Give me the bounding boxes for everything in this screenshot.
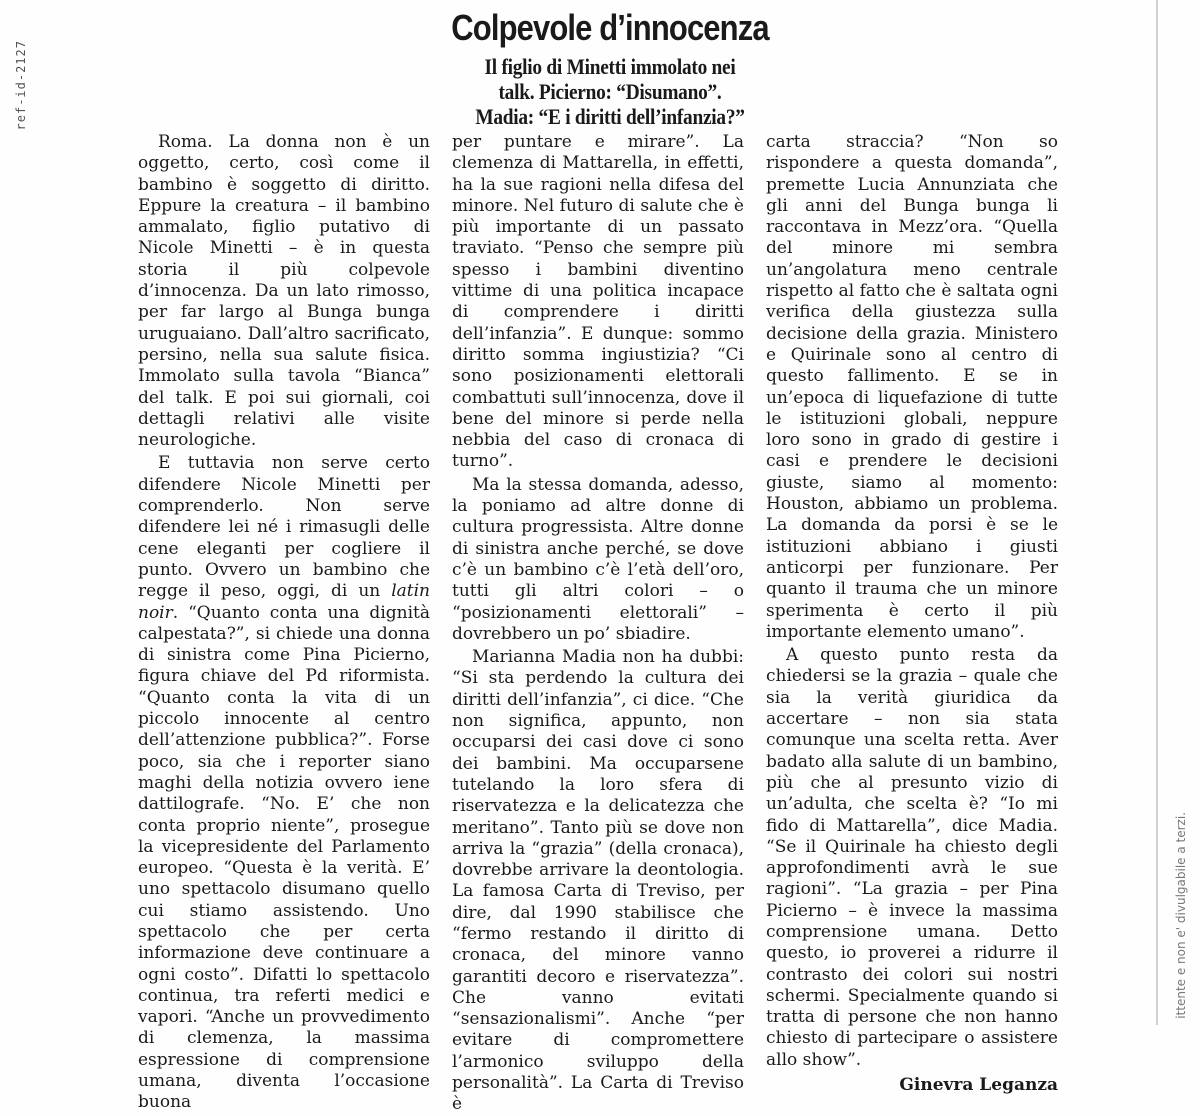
column-1 — [138, 132, 430, 1116]
subtitle-line: Madia: “E i diritti dell’infanzia?” — [475, 104, 745, 129]
paragraph: Roma. La donna non è un oggetto, certo, così come il bambino è soggetto di diritto. Eppure la creatura – il bambino ammalato, figlio putativo di Nicole Minetti – è in questa storia il più colpevole d’innocenza. Da un lato rimosso, per far largo al Bunga bunga uruguaiano. Dall’altro sacrificato, persino, nella sua salute fisica. Immolato sulla tavola “Bianca” del talk. E poi sui giornali, coi dettagli relativi alle visite neurologiche. — [138, 132, 430, 451]
column-2 — [452, 132, 744, 1116]
paragraph: E tuttavia non serve certo difendere Nicole Minetti per comprenderlo. Non serve difendere lei né i rimasugli delle cene eleganti per cogliere il punto. Ovvero un bambino che regge il peso, oggi, di un latin noir. “Quanto conta una dignità calpestata?”, si chiede una donna di sinistra come Pina Picierno, figura chiave del Pd riformista. “Quanto conta la vita di un piccolo innocente al centro dell’attenzione pubblica?”. Forse poco, sia che i reporter siano maghi della notizia ovvero iene dattilografe. “No. E’ che non conta proprio niente”, prosegue la vicepresidente del Parlamento europeo. “Questa è la verità. E’ uno spettacolo disumano quello cui stiamo assistendo. Uno spettacolo che per certa informazione deve continuare a ogni costo”. Difatti lo spettacolo continua, tra referti medici e vapori. “Anche un provvedimento di clemenza, la massima espressione di comprensione umana, diventa l’occasione buona — [138, 453, 430, 1113]
subtitle-line: talk. Picierno: “Disumano”. — [498, 79, 722, 104]
subtitle-line: Il figlio di Minetti immolato nei — [484, 54, 736, 79]
paragraph: Marianna Madia non ha dubbi: “Si sta perdendo la cultura dei diritti dell’infanzia”, ci dice. “Che non significa, appunto, non occuparsi dei casi dove ci sono dei bambini. Ma occuparsene tutelando la loro sfera di riservatezza e la delicatezza che meritano”. Tanto più se dove non arriva la “grazia” (della cronaca), dovrebbe arrivare la deontologia. La famosa Carta di Treviso, per dire, dal 1990 stabilisce che “fermo restando il diritto di cronaca, del minore vanno garantiti decoro e riservatezza”. Che vanno evitati “sensazionalismi”. Anche “per evitare di compromettere l’armonico sviluppo della personalità”. La Carta di Treviso è — [452, 647, 744, 1115]
reference-id: ref-id-2127 — [14, 40, 28, 131]
paragraph: per puntare e mirare”. La clemenza di Mattarella, in effetti, ha la sue ragioni nella difesa del minore. Nel futuro di salute che è più importante di un passato traviato. “Penso che sempre più spesso i bambini diventino vittime di una politica incapace di comprendere i diritti dell’infanzia”. E dunque: sommo diritto somma ingiustizia? “Ci sono posizionamenti elettorali combattuti sull’innocenza, dove il bene del minore si perde nella nebbia del caso di cronaca di turno”. — [452, 132, 744, 472]
paragraph: Ma la stessa domanda, adesso, la poniamo ad altre donne di cultura progressista. Altre donne di sinistra anche perché, se dove c’è un bambino c’è l’età dell’oro, tutti gli altri colori – o “posizionamenti elettorali” – dovrebbero un po’ sbiadire. — [452, 474, 744, 644]
paragraph: carta straccia? “Non so rispondere a questa domanda”, premette Lucia Annunziata che gli anni del Bunga bunga li raccontava in Mezz’ora. “Quella del minore mi sembra un’angolatura meno centrale rispetto al fatto che è saltata ogni verifica della giustezza sulla decisione della grazia. Ministero e Quirinale sono al centro di questo fallimento. E se in un’epoca di liquefazione di tutte le istituzioni globali, neppure loro sono in grado di gestire i casi e prendere le decisioni giuste, siamo al momento: Houston, abbiamo un problema. La domanda da porsi è se le istituzioni abbiano i giusti anticorpi per funzionare. Per quanto il trauma che un minore sperimenta è certo il più importante elemento umano”. — [766, 132, 1058, 642]
paragraph: A questo punto resta da chiedersi se la grazia – quale che sia la verità giuridica da accertare – non sia stata comunque una scelta retta. Aver badato alla salute di un bambino, più che al presunto vizio di un’adulta, che scelta è? “Io mi fido di Mattarella”, dice Madia. “Se il Quirinale ha chiesto degli approfondimenti avrà le sue ragioni”. “La grazia – per Pina Picierno – è invece la massima comprensione umana. Detto questo, io proverei a ridurre il contrasto dei colori sui nostri schermi. Specialmente quando si tratta di persone che non hanno chiesto di partecipare o assistere allo show”. — [766, 645, 1058, 1070]
article-header — [420, 6, 800, 129]
article-subtitle — [443, 54, 777, 129]
byline: Ginevra Leganza — [899, 1075, 1058, 1096]
article-body — [138, 132, 1058, 1116]
column-3 — [766, 132, 1058, 1116]
article-title: Colpevole d’innocenza — [451, 7, 769, 48]
side-note: ittente e non e' divulgabile a terzi. — [1174, 812, 1188, 1019]
